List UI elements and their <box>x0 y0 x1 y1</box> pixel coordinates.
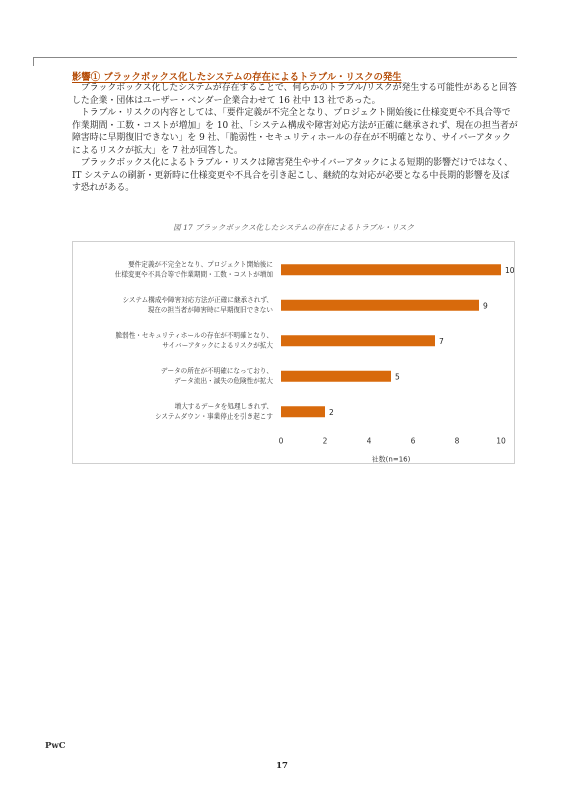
bar-1 <box>281 264 501 275</box>
paragraph-2: トラブル・リスクの内容としては、「要件定義が不完全となり、プロジェクト開始後に仕様変更や不具合等で作業期間・工数・コストが増加」を 10 社、「システム構成や障害対応方法が正確に継承されず、現在の担当者が障害時に早期復旧できない」を 9 社、「脆弱性・セキュリティホールの存在が不明確となり、サイバーアタックによるリスクが拡大」を 7 社が回答した。 <box>72 108 518 156</box>
x-tick-label-6: 10 <box>496 436 506 446</box>
category-label-1-line-1: 要件定義が不完全となり、プロジェクト開始後に <box>128 260 273 269</box>
category-label-5-line-1: 増大するデータを処理しきれず、 <box>174 402 273 411</box>
bar-value-label-2: 9 <box>483 301 488 311</box>
category-label-3-line-1: 脆弱性・セキュリティホールの存在が不明確となり、 <box>115 331 273 340</box>
bar-value-label-3: 7 <box>439 336 444 346</box>
x-axis-label: 社数(n=16) <box>371 455 411 464</box>
category-label-5-line-2: システムダウン・事業停止を引き起こす <box>154 412 273 421</box>
footer-brand: PwC <box>45 741 66 751</box>
bar-chart <box>72 241 515 464</box>
figure-title: 図 17 ブラックボックス化したシステムの存在によるトラブル・リスク <box>173 223 414 232</box>
chart-svg <box>73 242 516 465</box>
bar-4 <box>281 371 391 382</box>
bar-5 <box>281 406 325 417</box>
page-number: 17 <box>276 761 288 771</box>
body-text <box>72 82 518 195</box>
header-rule-tick <box>33 57 34 66</box>
category-label-4-line-1: データの所在が不明確になっており、 <box>160 366 273 375</box>
category-label-4-line-2: データ流出・滅失の危険性が拡大 <box>174 376 273 385</box>
header-rule <box>33 57 517 58</box>
category-label-3-line-2: サイバーアタックによるリスクが拡大 <box>162 341 273 350</box>
category-label-2-line-2: 現在の担当者が障害時に早期復旧できない <box>147 305 273 314</box>
category-label-2-line-1: システム構成や障害対応方法が正確に継承されず、 <box>122 295 273 304</box>
bar-value-label-1: 10 <box>505 265 515 275</box>
x-tick-label-5: 8 <box>454 436 460 446</box>
bar-value-label-4: 5 <box>395 372 400 382</box>
paragraph-3: ブラックボックス化によるトラブル・リスクは障害発生やサイバーアタックによる短期的影響だけではなく、IT システムの刷新・更新時に仕様変更や不具合を引き起こし、継続的な対応が必要となる中長期的影響を及ぼす恐れがある。 <box>72 158 513 193</box>
bar-2 <box>281 300 479 311</box>
x-tick-label-4: 6 <box>410 436 416 446</box>
section-heading: 影響① ブラックボックス化したシステムの存在によるトラブル・リスクの発生 <box>72 72 402 83</box>
bar-value-label-5: 2 <box>329 407 334 417</box>
x-tick-label-3: 4 <box>366 436 372 446</box>
x-tick-label-1: 0 <box>278 436 284 446</box>
paragraph-1: ブラックボックス化したシステムが存在することで、何らかのトラブル/リスクが発生する可能性があると回答した企業・団体はユーザー・ベンダー企業合わせて 16 社中 13 社であった。 <box>72 83 517 106</box>
bar-3 <box>281 335 435 346</box>
category-label-1-line-2: 仕様変更や不具合等で作業期間・工数・コストが増加 <box>114 270 273 279</box>
x-tick-label-2: 2 <box>322 436 328 446</box>
